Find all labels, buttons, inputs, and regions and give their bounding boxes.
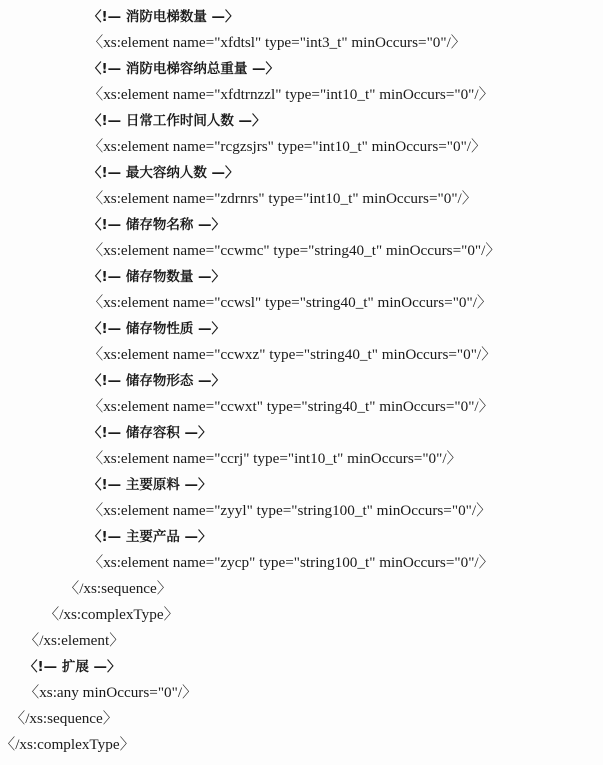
code-line: 〈xs:element name="xfdtsl" type="int3_t" minOccurs="0"/〉 (88, 34, 466, 51)
code-line: 〈xs:element name="zycp" type="string100_t" minOccurs="0"/〉 (88, 554, 494, 571)
code-comment-line: 〈!— 主要原料 —〉 (88, 477, 212, 493)
code-comment-line: 〈!— 消防电梯数量 —〉 (88, 9, 239, 25)
code-line: 〈xs:element name="zyyl" type="string100_t" minOccurs="0"/〉 (88, 502, 492, 519)
code-comment-line: 〈!— 储存物名称 —〉 (88, 217, 226, 233)
code-comment-line: 〈!— 储存物数量 —〉 (88, 269, 226, 285)
code-comment-line: 〈!— 储存物性质 —〉 (88, 321, 226, 337)
code-line: 〈xs:element name="ccwmc" type="string40_t" minOccurs="0"/〉 (88, 242, 501, 259)
code-line: 〈/xs:complexType〉 (44, 606, 179, 623)
code-comment-line: 〈!— 消防电梯容纳总重量 —〉 (88, 61, 280, 77)
code-comment-line: 〈!— 扩展 —〉 (24, 659, 121, 675)
code-line: 〈xs:element name="ccwxz" type="string40_t" minOccurs="0"/〉 (88, 346, 497, 363)
code-line: 〈xs:element name="ccrj" type="int10_t" minOccurs="0"/〉 (88, 450, 462, 467)
code-line: 〈xs:element name="ccwxt" type="string40_t" minOccurs="0"/〉 (88, 398, 494, 415)
code-line: 〈xs:element name="rcgzsjrs" type="int10_t" minOccurs="0"/〉 (88, 138, 487, 155)
code-line: 〈xs:element name="zdrnrs" type="int10_t" minOccurs="0"/〉 (88, 190, 477, 207)
code-line: 〈xs:element name="ccwsl" type="string40_t" minOccurs="0"/〉 (88, 294, 493, 311)
code-comment-line: 〈!— 储存物形态 —〉 (88, 373, 226, 389)
code-comment-line: 〈!— 最大容纳人数 —〉 (88, 165, 239, 181)
code-line: 〈/xs:sequence〉 (10, 710, 118, 727)
code-line: 〈/xs:complexType〉 (0, 736, 135, 753)
code-comment-line: 〈!— 主要产品 —〉 (88, 529, 212, 545)
code-line: 〈xs:element name="xfdtrnzzl" type="int10_t" minOccurs="0"/〉 (88, 86, 494, 103)
code-line: 〈xs:any minOccurs="0"/〉 (24, 684, 198, 701)
code-comment-line: 〈!— 储存容积 —〉 (88, 425, 212, 441)
code-line: 〈/xs:sequence〉 (64, 580, 172, 597)
code-comment-line: 〈!— 日常工作时间人数 —〉 (88, 113, 266, 129)
code-line: 〈/xs:element〉 (24, 632, 125, 649)
